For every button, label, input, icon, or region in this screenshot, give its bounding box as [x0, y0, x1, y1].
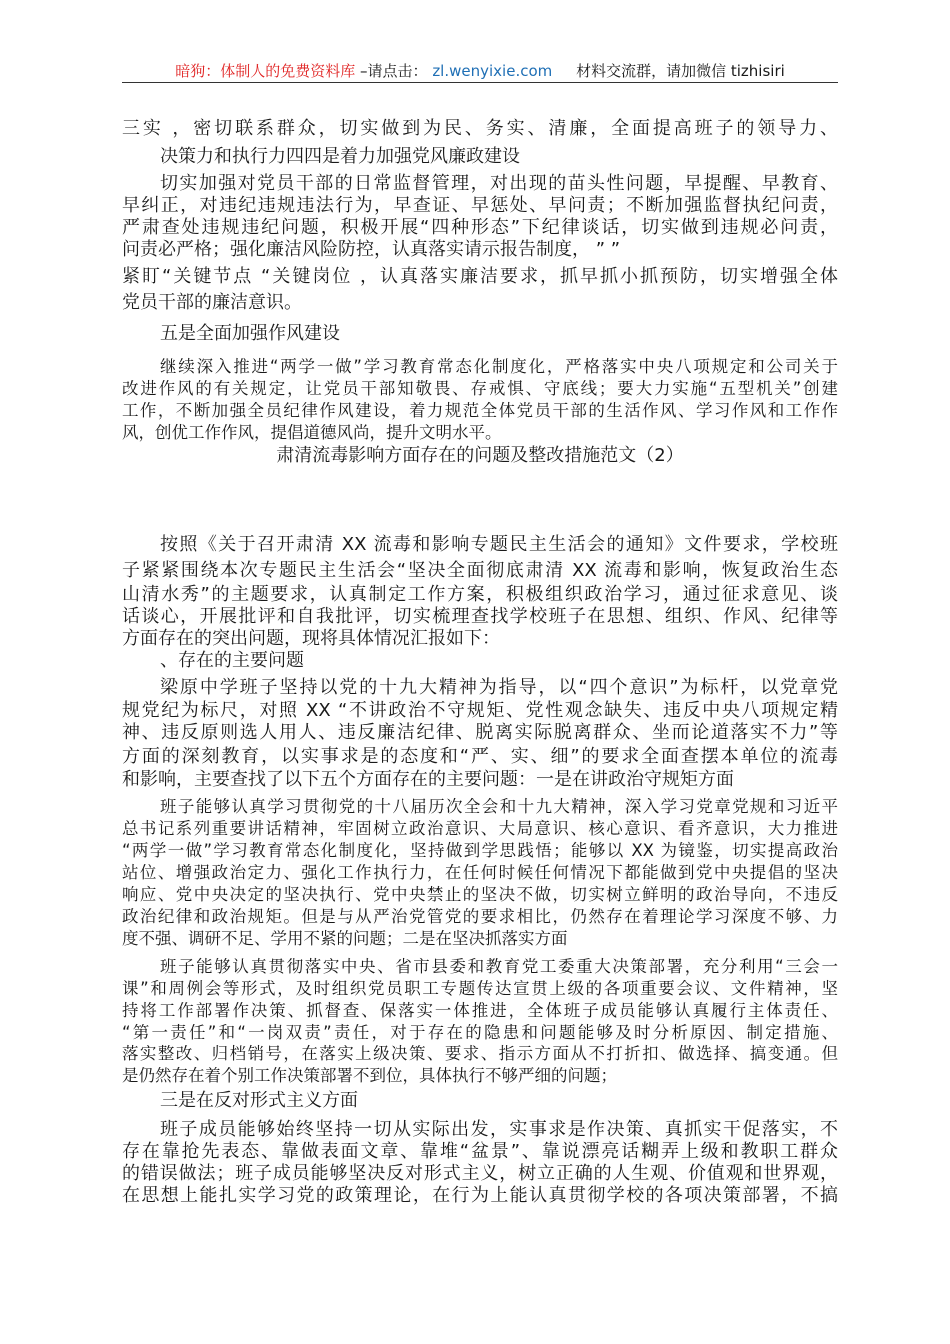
- text-line: 和影响，主要查找了以下五个方面存在的主要问题：一是在讲政治守规矩方面: [122, 769, 734, 790]
- header-brand: 暗狗：体制人的免费资料库: [175, 62, 356, 80]
- text-line: 风，创优工作作风，提倡道德风尚，提升文明水平。: [122, 423, 502, 442]
- text-line: 继续深入推进“两学一做”学习教育常态化制度化，严格落实中央八项规定和公司关于: [160, 357, 838, 376]
- text-line: 总书记系列重要讲话精神，牢固树立政治意识、大局意识、核心意识、看齐意识，大力推进: [122, 819, 838, 838]
- text-line: 班子能够认真学习贯彻党的十八届历次全会和十九大精神，深入学习党章党规和习近平: [160, 797, 838, 816]
- text-line: 三是在反对形式主义方面: [160, 1090, 358, 1111]
- text-line: 、存在的主要问题: [160, 650, 304, 671]
- text-line: 是仍然存在着个别工作决策部署不到位，具体执行不够严细的问题；: [122, 1066, 617, 1085]
- text-line: 度不强、调研不足、学用不紧的问题；二是在坚决抓落实方面: [122, 929, 568, 948]
- text-line: 五是全面加强作风建设: [160, 323, 340, 344]
- text-line: 班子成员能够始终坚持一切从实际出发，实事求是作决策、真抓实干促落实，不: [160, 1119, 838, 1140]
- text-line: 子紧紧围绕本次专题民主生活会“坚决全面彻底肃清 XX 流毒和影响，恢复政治生态: [122, 560, 838, 581]
- text-line: 切实加强对党员干部的日常监督管理，对出现的苗头性问题，早提醒、早教育、: [160, 173, 838, 194]
- text-line: 持将工作部署作决策、抓督查、保落实一体推进，全体班子成员能够认真履行主体责任、: [122, 1001, 838, 1020]
- text-line: 在思想上能扎实学习党的政策理论，在行为上能认真贯彻学校的各项决策部署，不搞: [122, 1185, 838, 1206]
- text-line: 早纠正，对违纪违规违法行为，早查证、早惩处、早问责；不断加强监督执纪问责，: [122, 195, 838, 216]
- text-line: 存在靠抢先表态、靠做表面文章、靠堆“盆景”、靠说漂亮话糊弄上级和教职工群众: [122, 1141, 838, 1162]
- text-line: 方面存在的突出问题，现将具体情况汇报如下：: [122, 628, 500, 649]
- header-divider: [122, 82, 838, 83]
- header-click-prompt: –请点击：: [360, 62, 428, 80]
- text-line: 班子能够认真贯彻落实中央、省市县委和教育党工委重大决策部署，充分利用“三会一: [160, 957, 838, 976]
- text-line: 神、违反原则选人用人、违反廉洁纪律、脱离实际脱离群众、坐而论道落实不力”等: [122, 722, 838, 743]
- text-line: “两学一做”学习教育常态化制度化，坚持做到学思践悟；能够以 XX 为镜鉴，切实提高政治: [122, 841, 838, 860]
- text-line: “第一责任”和“一岗双责”责任，对于存在的隐患和问题能够及时分析原因、制定措施、: [122, 1023, 838, 1042]
- section-title: 肃清流毒影响方面存在的问题及整改措施范文（2）: [276, 445, 684, 466]
- text-line: 按照《关于召开肃清 XX 流毒和影响专题民主生活会的通知》文件要求，学校班: [160, 534, 838, 555]
- text-line: 规党纪为标尺，对照 XX “不讲政治不守规矩、党性观念缺失、违反中央八项规定精: [122, 700, 838, 721]
- text-line: 话谈心，开展批评和自我批评，切实梳理查找学校班子在思想、组织、作风、纪律等: [122, 606, 838, 627]
- header-wechat: 材料交流群，请加微信 tizhisiri: [576, 62, 785, 80]
- text-line: 改进作风的有关规定，让党员干部知敬畏、存戒惧、守底线；要大力实施“五型机关”创建: [122, 379, 838, 398]
- text-line: 严肃查处违规违纪问题，积极开展“四种形态”下纪律谈话，切实做到违规必问责，: [122, 217, 838, 238]
- text-line: 问责必严格；强化廉洁风险防控，认真落实请示报告制度， ” ”: [122, 239, 621, 260]
- text-line: 工作，不断加强全员纪律作风建设，着力规范全体党员干部的生活作风、学习作风和工作作: [122, 401, 838, 420]
- text-line: 政治纪律和政治规矩。但是与从严治党管党的要求相比，仍然存在着理论学习深度不够、力: [122, 907, 838, 926]
- text-line: 课”和周例会等形式，及时组织党员职工专题传达宣贯上级的各项重要会议、文件精神，坚: [122, 979, 838, 998]
- text-line: 决策力和执行力四四是着力加强党风廉政建设: [160, 146, 520, 167]
- text-line: 梁原中学班子坚持以党的十九大精神为指导，以“四个意识”为标杆，以党章党: [160, 677, 838, 698]
- page-header: [122, 60, 838, 81]
- header-link[interactable]: zl.wenyixie.com: [432, 62, 553, 80]
- text-line: 落实整改、归档销号，在落实上级决策、要求、指示方面从不打折扣、做选择、搞变通。但: [122, 1044, 838, 1063]
- text-line: 党员干部的廉洁意识。: [122, 292, 302, 313]
- text-line: 山清水秀”的主题要求，认真制定工作方案，积极组织政治学习，通过征求意见、谈: [122, 584, 838, 605]
- text-line: 响应、党中央决定的坚决执行、党中央禁止的坚决不做，切实树立鲜明的政治导向，不违反: [122, 885, 838, 904]
- text-line: 三实 ，密切联系群众，切实做到为民、务实、清廉，全面提高班子的领导力、: [122, 118, 838, 139]
- text-line: 的错误做法；班子成员能够坚决反对形式主义，树立正确的人生观、价值观和世界观，: [122, 1163, 838, 1184]
- text-line: 方面的深刻教育，以实事求是的态度和“严、实、细”的要求全面查摆本单位的流毒: [122, 746, 838, 767]
- text-line: 紧盯“关键节点 “关键岗位 ，认真落实廉洁要求，抓早抓小抓预防，切实增强全体: [122, 266, 838, 287]
- text-line: 站位、增强政治定力、强化工作执行力，在任何时候任何情况下都能做到党中央提倡的坚决: [122, 863, 838, 882]
